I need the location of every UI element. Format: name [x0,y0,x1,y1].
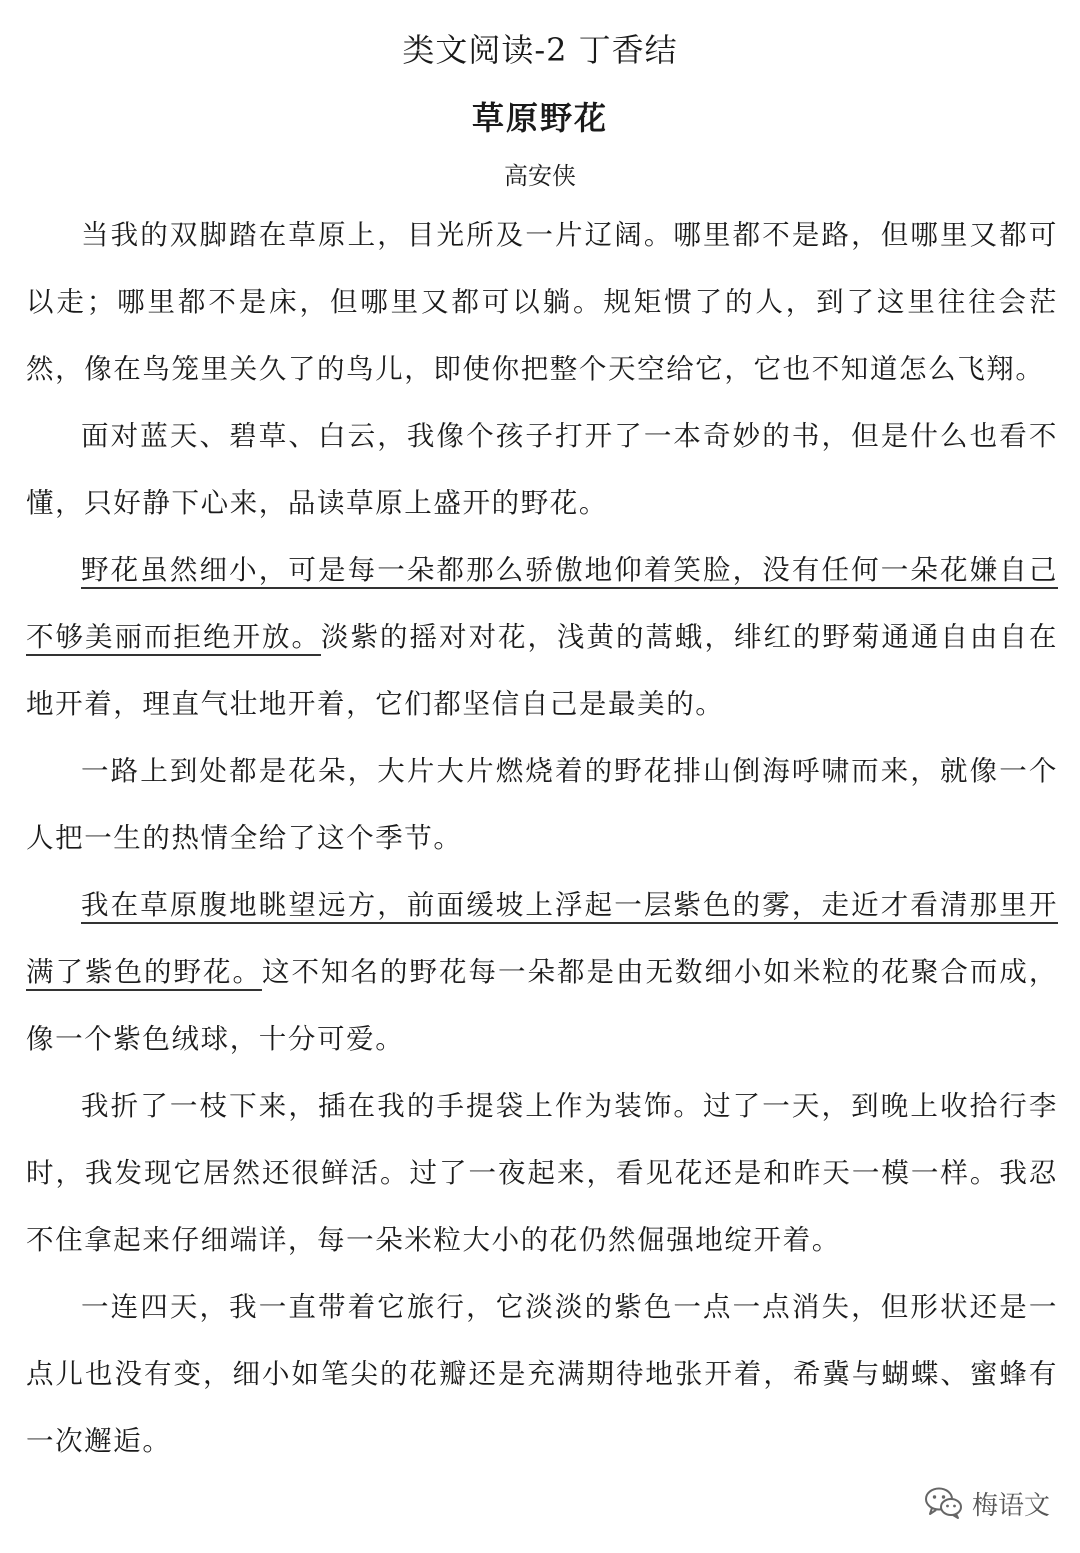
paragraph-text: 这不知名的野花每一朵都是由无数细小如米粒的花聚合而成，像一个紫色绒球，十分可爱。 [26,956,1058,1055]
wechat-icon [924,1485,964,1521]
author-name: 高安侠 [504,162,576,190]
paragraph [26,1073,1058,1274]
essay-title: 草原野花 [471,99,608,137]
underlined-sentence: 我在草原腹地眺望远方，前面缓坡上浮起一层紫色的雾，走近才看清那里开满了紫色的野花。 [26,889,1058,988]
paragraph-text: 一连四天，我一直带着它旅行，它淡淡的紫色一点一点消失，但形状还是一点儿也没有变，细小如笔尖的花瓣还是充满期待地张开着，希冀与蝴蝶、蜜蜂有一次邂逅。 [26,1291,1058,1457]
paragraph [26,872,1058,1073]
paragraph [26,537,1058,738]
paragraph [26,1274,1058,1475]
paragraph-text: 当我的双脚踏在草原上，目光所及一片辽阔。哪里都不是路，但哪里又都可以走；哪里都不是床，但哪里又都可以躺。规矩惯了的人，到了这里往往会茫然，像在鸟笼里关久了的鸟儿，即使你把整个天空给它，它也不知道怎么飞翔。 [26,219,1058,385]
underlined-sentence: 野花虽然细小，可是每一朵都那么骄傲地仰着笑脸，没有任何一朵花嫌自己不够美丽而拒绝开放。 [26,554,1058,653]
series-title: 类文阅读-2 丁香结 [402,31,678,69]
paragraph-text: 我折了一枝下来，插在我的手提袋上作为装饰。过了一天，到晚上收拾行李时，我发现它居然还很鲜活。过了一夜起来，看见花还是和昨天一模一样。我忍不住拿起来仔细端详，每一朵米粒大小的花仍然倔强地绽开着。 [26,1090,1058,1256]
watermark [924,1481,1050,1525]
paragraph-text: 淡紫的摇对对花，浅黄的蒿蛾，绯红的野菊通通自由自在地开着，理直气壮地开着，它们都坚信自己是最美的。 [26,621,1059,720]
paragraph-text: 面对蓝天、碧草、白云，我像个孩子打开了一本奇妙的书，但是什么也看不懂，只好静下心来，品读草原上盛开的野花。 [26,420,1058,519]
article-body [26,202,1058,1475]
paragraph [26,738,1058,872]
paragraph-text: 一路上到处都是花朵，大片大片燃烧着的野花排山倒海呼啸而来，就像一个人把一生的热情全给了这个季节。 [26,755,1058,854]
watermark-label: 梅语文 [971,1490,1050,1521]
paragraph [26,403,1058,537]
paragraph [26,202,1058,403]
